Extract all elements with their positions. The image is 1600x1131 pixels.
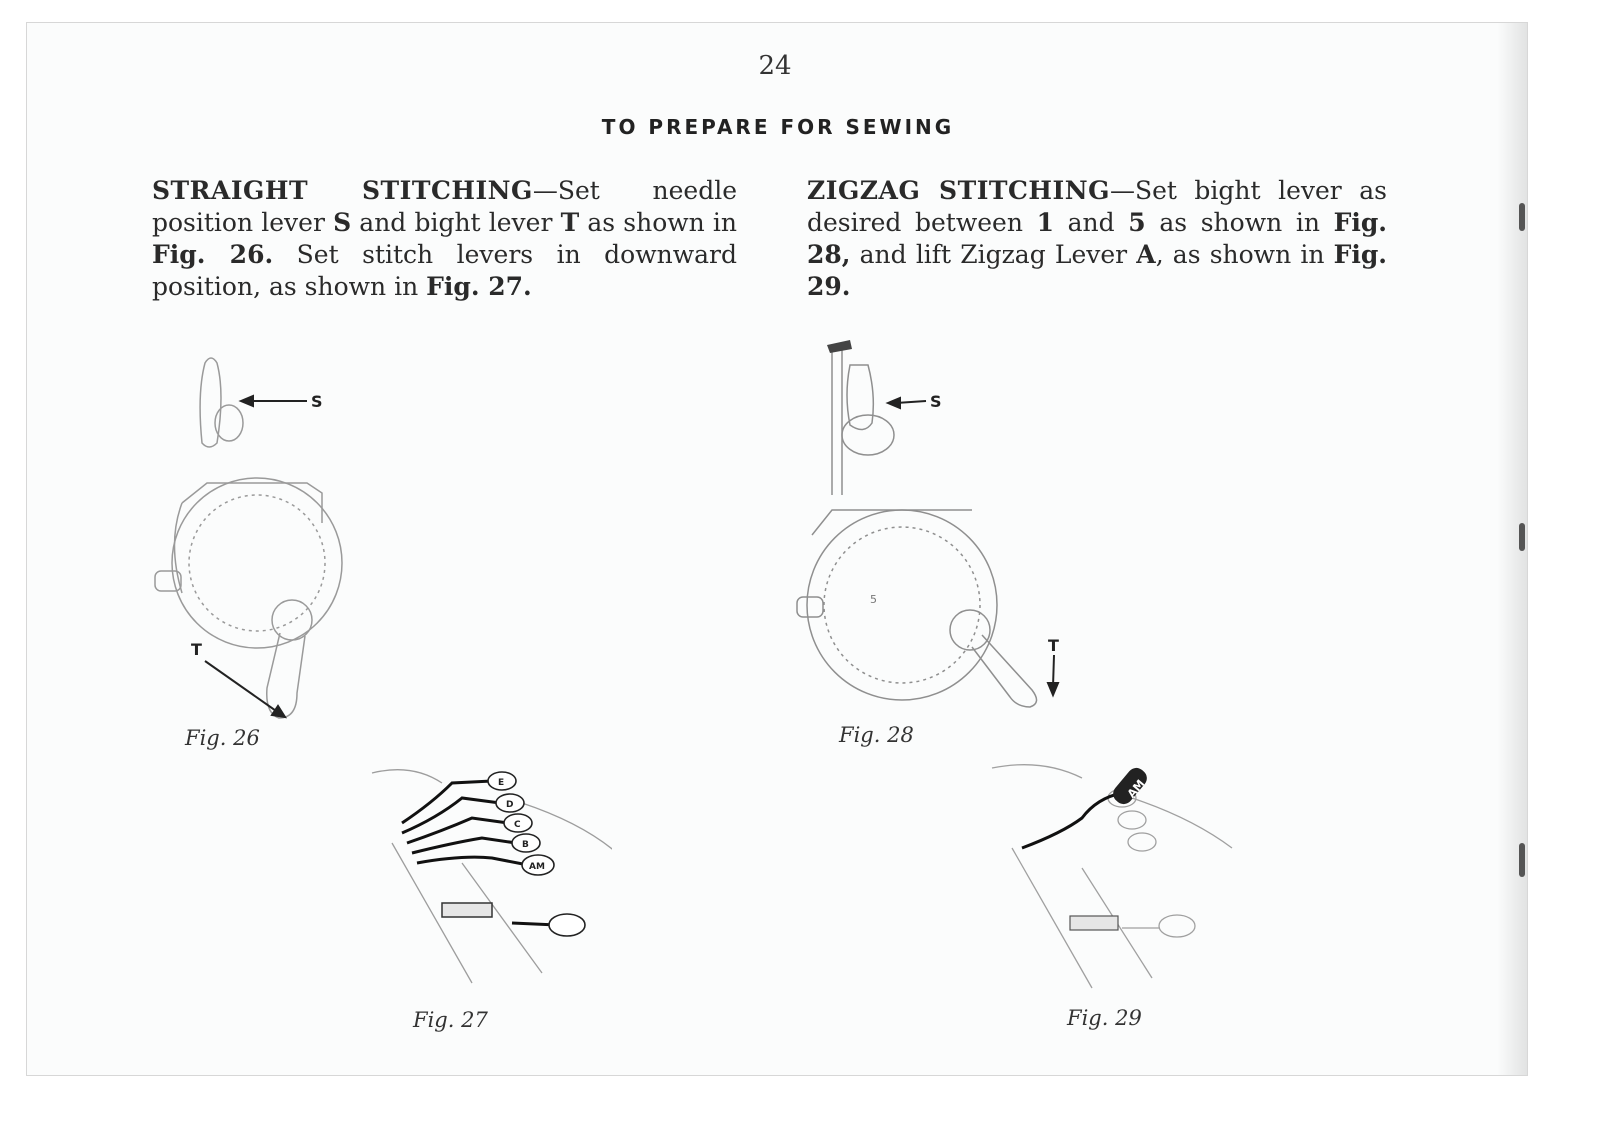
zigzag-stitching-paragraph [807,175,1387,303]
text-run: and [1054,208,1129,237]
fig-27-ref: Fig. 27. [426,272,532,301]
figure-26 [147,333,367,733]
text-run: Set stitch levers in downward position, as shown in [152,240,737,301]
text-run: and bight lever [351,208,561,237]
straight-stitching-heading: STRAIGHT STITCHING [152,176,533,205]
fig-26-label-t: T [191,640,202,659]
fig-28-ref: Fig. 28, [807,208,1388,269]
binding-mark [1519,203,1525,231]
figure-29 [982,738,1242,998]
lever-t-ref: T [560,208,580,237]
fig-28-label-t: T [1048,636,1059,655]
fig-26-caption: Fig. 26 [185,726,260,750]
figure-27 [352,743,612,993]
fig-27-lever-label-e: E [498,778,505,788]
text-run: as shown in [579,208,737,237]
fig-28-label-s: S [930,392,942,411]
text-run: Set needle position lever [152,176,737,237]
fig-27-caption: Fig. 27 [413,1008,488,1032]
fig-26-drawing [147,333,367,733]
fig-27-drawing [352,743,612,993]
fig-26-label-s: S [311,392,323,411]
lever-a-ref: A [1136,240,1156,269]
fig-28-dial-mark: 5 [870,593,877,606]
text-run: and lift Zigzag Lever [850,240,1137,269]
fig-28-caption: Fig. 28 [839,723,914,747]
fig-29-lever-label: AM [1124,777,1148,801]
fig-29-ref: Fig. 29. [807,240,1388,301]
figure-28 [772,335,1062,715]
manual-page [26,22,1528,1076]
dash: — [1109,176,1135,205]
text-run: as shown in [1145,208,1334,237]
fig-27-lever-label-c: C [514,820,521,830]
binding-mark [1519,843,1525,877]
binding-mark [1519,523,1525,551]
fig-27-lever-label-am: AM [529,862,545,872]
fig-26-ref: Fig. 26. [152,240,274,269]
fig-27-lever-label-d: D [506,800,514,810]
page-number: 24 [758,51,792,81]
text-run: , as shown in [1155,240,1334,269]
bight-5-ref: 5 [1128,208,1146,237]
lever-s-ref: S [333,208,352,237]
section-header: TO PREPARE FOR SEWING [601,115,955,139]
bight-1-ref: 1 [1036,208,1054,237]
straight-stitching-paragraph [152,175,737,303]
text-run: Set bight lever as desired between [807,176,1387,237]
fig-27-lever-label-b: B [522,840,529,850]
fig-29-drawing [982,738,1242,998]
dash: — [532,176,558,205]
fig-28-drawing [772,335,1062,715]
fig-29-caption: Fig. 29 [1067,1006,1142,1030]
zigzag-stitching-heading: ZIGZAG STITCHING [807,176,1110,205]
